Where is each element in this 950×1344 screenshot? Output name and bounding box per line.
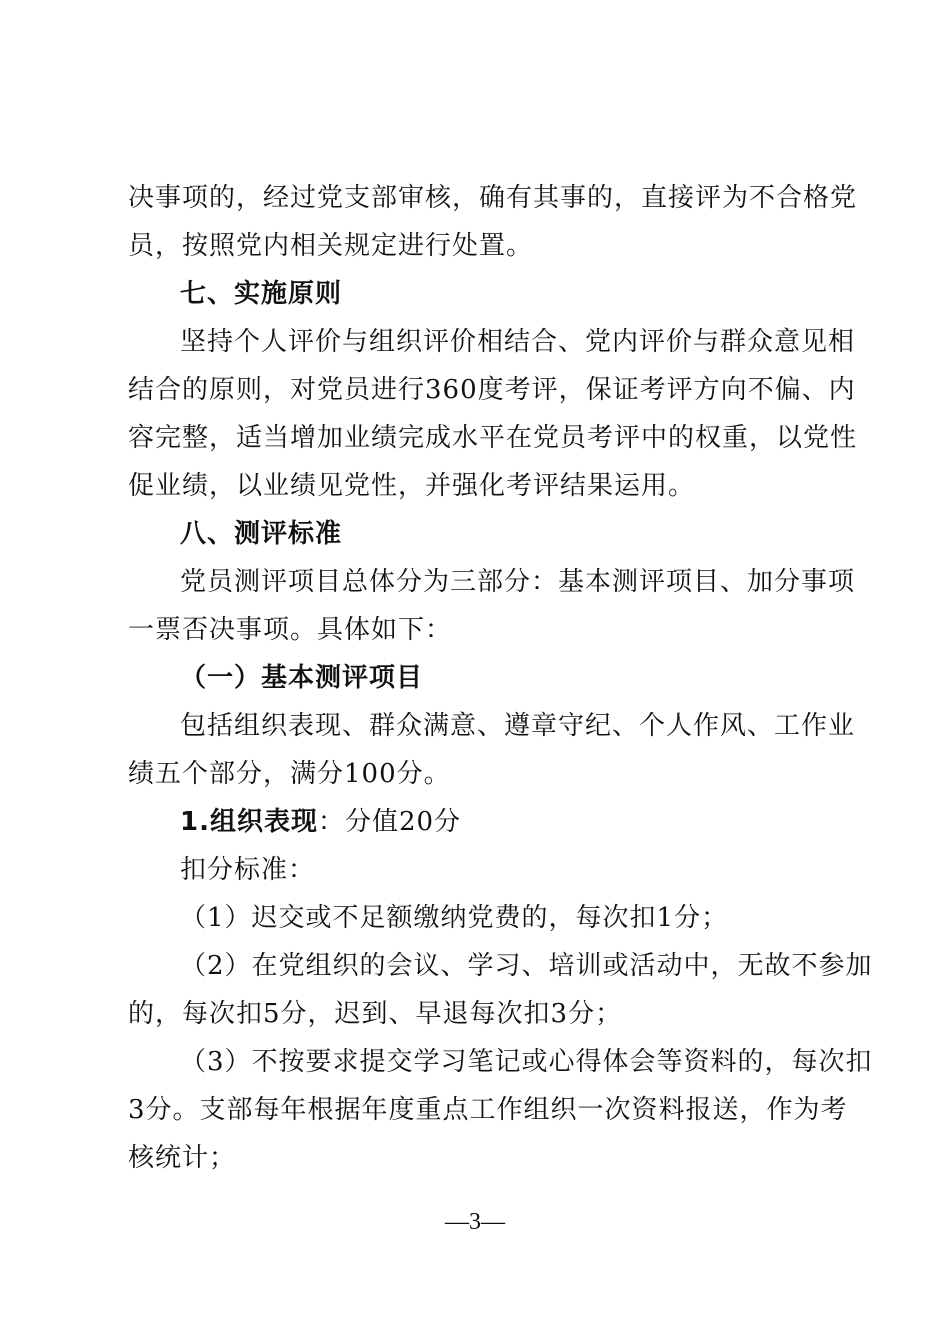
page-number: —3—	[445, 1209, 505, 1235]
list-item: （2）在党组织的会议、学习、培训或活动中，无故不参加	[180, 951, 873, 981]
list-item-continuation: 的，每次扣5分，迟到、早退每次扣3分；	[128, 999, 623, 1029]
item-score: ：分值20分	[317, 807, 462, 837]
paragraph-line: 结合的原则，对党员进行360度考评，保证考评方向不偏、内	[128, 375, 856, 405]
paragraph-line: 扣分标准：	[180, 855, 316, 885]
list-item-continuation: 核统计；	[128, 1143, 237, 1173]
paragraph-line: 绩五个部分，满分100分。	[128, 759, 451, 789]
item-heading-line	[180, 805, 461, 839]
paragraph-line: 员，按照党内相关规定进行处置。	[128, 231, 534, 261]
list-item: （1）迟交或不足额缴纳党费的，每次扣1分；	[180, 903, 729, 933]
paragraph-line: 一票否决事项。具体如下：	[128, 615, 453, 645]
paragraph-line: 党员测评项目总体分为三部分：基本测评项目、加分事项	[180, 567, 856, 597]
list-item-continuation: 3分。支部每年根据年度重点工作组织一次资料报送，作为考	[128, 1095, 848, 1125]
paragraph-line: 决事项的，经过党支部审核，确有其事的，直接评为不合格党	[128, 183, 858, 213]
section-heading: 七、实施原则	[180, 279, 343, 309]
subsection-heading: （一）基本测评项目	[180, 663, 424, 693]
section-heading: 八、测评标准	[180, 519, 343, 549]
paragraph-line: 促业绩，以业绩见党性，并强化考评结果运用。	[128, 471, 696, 501]
item-heading: 1.组织表现	[180, 807, 318, 837]
paragraph-line: 包括组织表现、群众满意、遵章守纪、个人作风、工作业	[180, 711, 856, 741]
paragraph-line: 容完整，适当增加业绩完成水平在党员考评中的权重，以党性	[128, 423, 858, 453]
paragraph-line: 坚持个人评价与组织评价相结合、党内评价与群众意见相	[180, 327, 856, 357]
list-item: （3）不按要求提交学习笔记或心得体会等资料的，每次扣	[180, 1047, 873, 1077]
